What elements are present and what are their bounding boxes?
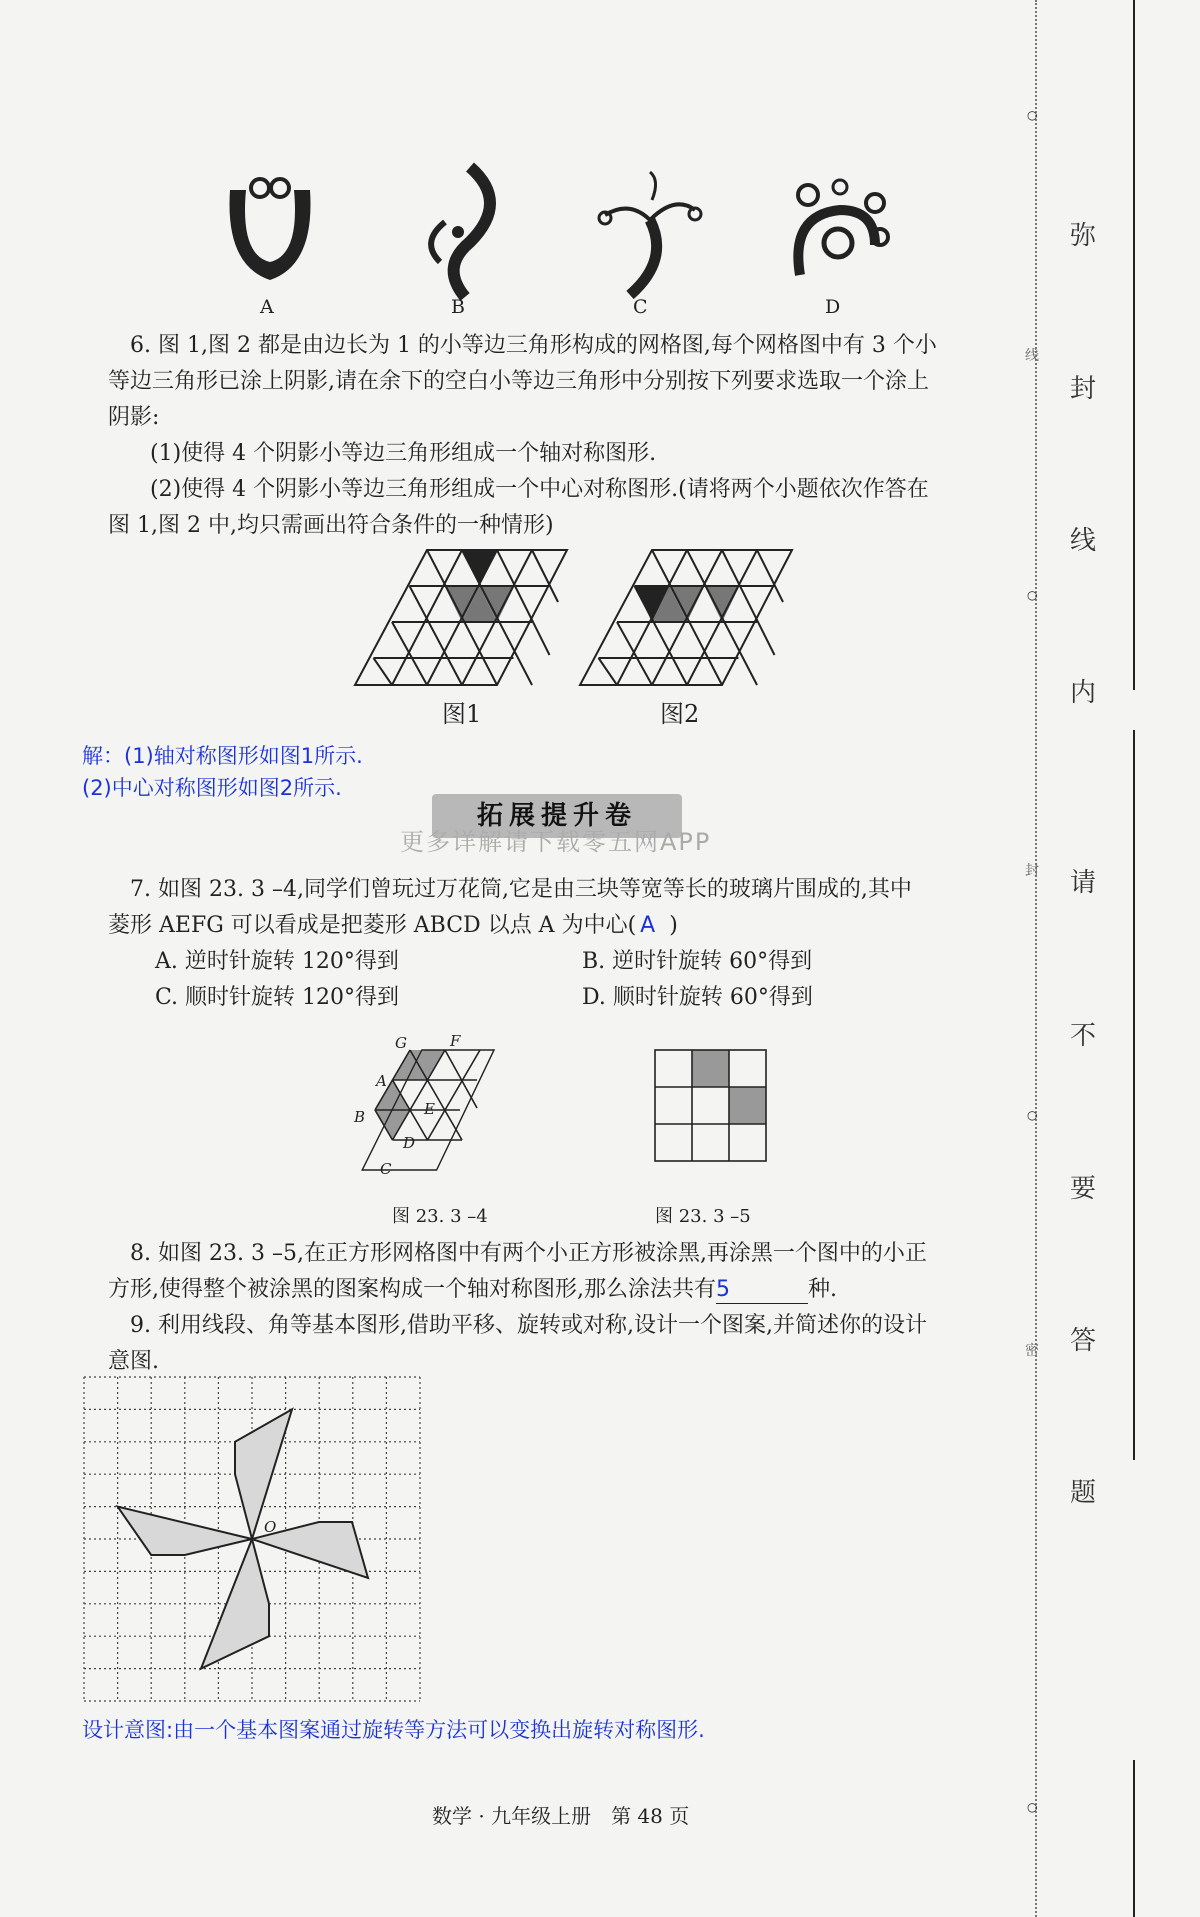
triangle-grid-figure-1: [355, 550, 585, 685]
ornament-figure-a: [220, 170, 320, 290]
section-banner-text: 拓展提升卷: [476, 801, 637, 831]
figure-23-3-4: [355, 1040, 515, 1170]
q9-line-1: 9. 利用线段、角等基本图形,借助平移、旋转或对称,设计一个图案,并简述你的设计: [130, 1313, 927, 1338]
q8-line-1: 8. 如图 23. 3 –5,在正方形网格图中有两个小正方形被涂黑,再涂黑一个图中的小正: [130, 1241, 927, 1266]
point-label-f: F: [450, 1032, 461, 1050]
point-label-g: G: [395, 1034, 407, 1052]
watermark: [400, 822, 711, 857]
q8-answer: 5: [716, 1277, 808, 1304]
q7-line-2-close: ): [669, 913, 678, 938]
q8-line-2-end: 种.: [808, 1277, 837, 1302]
q6-line-6: 图 1,图 2 中,均只需画出符合条件的一种情形): [108, 513, 554, 538]
point-label-o: O: [264, 1518, 277, 1536]
figure-label-a: A: [260, 296, 274, 318]
q7-line-1: 7. 如图 23. 3 –4,同学们曾玩过万花筒,它是由三块等宽等长的玻璃片围成的,其中: [130, 877, 912, 902]
q7-line-2-text: 菱形 AEFG 可以看成是把菱形 ABCD 以点 A 为中心(: [108, 913, 637, 938]
ornament-figure-d: [780, 175, 900, 285]
figure-23-3-5-caption: 图 23. 3 –5: [655, 1206, 751, 1227]
point-label-d: D: [403, 1134, 416, 1152]
answer-6-line-2: (2)中心对称图形如图2所示.: [82, 776, 342, 800]
seal-mark-line: 线: [1025, 348, 1039, 364]
seal-circle-2: ○: [1027, 588, 1038, 602]
seal-circle-4: ○: [1027, 1800, 1038, 1814]
q8-line-2: [108, 1274, 837, 1306]
figure-1-label: 图1: [442, 700, 482, 728]
ornament-figure-b: [410, 162, 510, 302]
sidebar-char-7: 要: [1070, 1174, 1097, 1204]
point-label-a: A: [376, 1072, 387, 1090]
seal-circle-3: ○: [1027, 1108, 1038, 1122]
margin-line-top: [1133, 0, 1135, 690]
sidebar-char-5: 请: [1070, 868, 1097, 898]
seal-dotted-line: [1035, 0, 1037, 1917]
q6-line-2: 等边三角形已涂上阴影,请在余下的空白小等边三角形中分别按下列要求选取一个涂上: [108, 369, 929, 394]
seal-mark-secret: 密: [1025, 1343, 1039, 1359]
margin-line-middle: [1133, 730, 1135, 1460]
q8-line-2-text: 方形,使得整个被涂黑的图案构成一个轴对称图形,那么涂法共有: [108, 1277, 716, 1302]
margin-line-bottom: [1133, 1760, 1135, 1917]
watermark-text: 更多详解请下载零五网APP: [400, 828, 712, 856]
sidebar-char-9: 题: [1070, 1478, 1097, 1508]
page-footer: 数学 · 九年级上册 第 48 页: [432, 1804, 690, 1828]
sidebar-char-4: 内: [1070, 678, 1097, 708]
q7-option-b: B. 逆时针旋转 60°得到: [582, 949, 813, 974]
sidebar-char-3: 线: [1070, 526, 1097, 556]
point-label-e: E: [424, 1100, 435, 1118]
q7-option-c: C. 顺时针旋转 120°得到: [155, 985, 400, 1010]
pinwheel-grid: [84, 1377, 420, 1701]
sidebar-char-2: 封: [1070, 374, 1097, 404]
seal-circle-1: ○: [1027, 108, 1038, 122]
q9-line-2: 意图.: [108, 1349, 159, 1374]
seal-mark-seal: 封: [1025, 863, 1039, 879]
figure-label-c: C: [633, 296, 648, 318]
answer-9: 设计意图:由一个基本图案通过旋转等方法可以变换出旋转对称图形.: [82, 1718, 705, 1742]
q7-option-d: D. 顺时针旋转 60°得到: [582, 985, 813, 1010]
answer-6-line-1: 解：(1)轴对称图形如图1所示.: [82, 744, 363, 768]
figure-label-d: D: [825, 296, 841, 318]
q6-line-5: (2)使得 4 个阴影小等边三角形组成一个中心对称图形.(请将两个小题依次作答在: [150, 477, 929, 502]
triangle-grid-figure-2: [580, 550, 810, 685]
sidebar-char-6: 不: [1070, 1021, 1097, 1051]
figure-2-label: 图2: [660, 700, 700, 728]
sidebar-char-8: 答: [1070, 1326, 1097, 1356]
ornament-figure-c: [590, 170, 710, 300]
point-label-b: B: [354, 1108, 366, 1126]
figure-label-b: B: [451, 296, 465, 318]
q6-line-3: 阴影:: [108, 405, 160, 430]
point-label-c: C: [380, 1160, 392, 1178]
q6-line-4: (1)使得 4 个阴影小等边三角形组成一个轴对称图形.: [150, 441, 657, 466]
figure-23-3-4-caption: 图 23. 3 –4: [392, 1206, 488, 1227]
figure-23-3-5: [655, 1050, 767, 1162]
q7-option-a: A. 逆时针旋转 120°得到: [155, 949, 399, 974]
q7-line-2: [108, 910, 678, 942]
sidebar-char-1: 弥: [1070, 221, 1097, 251]
q6-line-1: 6. 图 1,图 2 都是由边长为 1 的小等边三角形构成的网格图,每个网格图中有 3 个小: [130, 333, 937, 358]
q7-answer: A: [640, 913, 656, 938]
